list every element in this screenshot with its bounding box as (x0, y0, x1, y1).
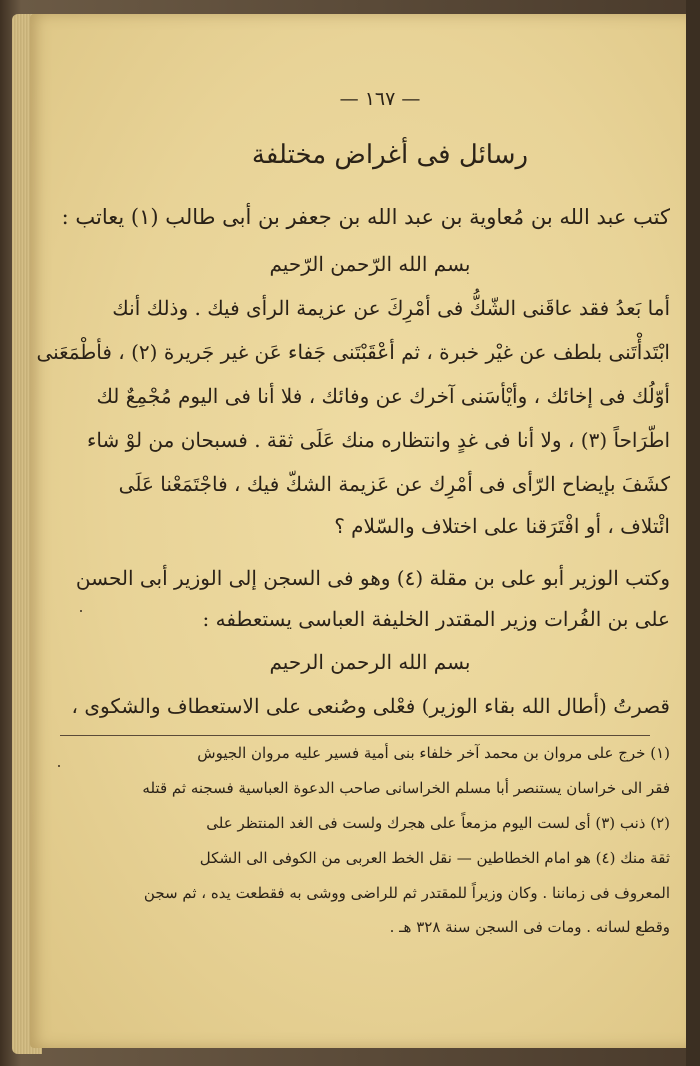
footnote-line: المعروف فى زماننا . وكان وزيراً للمقتدر ثم للراضى ووشى به فقطعت يده ، ثم سجن (143, 884, 670, 902)
page-number: — ١٦٧ — (339, 88, 421, 110)
letter2-intro: على بن الفُرات وزير المقتدر الخليفة العباسى يستعطفه : (202, 607, 670, 631)
footnote-line: ثقة منك (٤) هو امام الخطاطين — نقل الخط العربى من الكوفى الى الشكل (199, 849, 670, 867)
footnote-line: (٢) ذنب (٣) أى لست اليوم مزمعاً على هجرك ولست فى الغد المنتظر على (206, 814, 670, 832)
footnote-line: (١) خرج على مروان بن محمد آخر خلفاء بنى أمية فسير عليه مروان الجيوش (197, 744, 670, 762)
letter1-line: كشَفَ بإيضاح الرّأى فى أمْرِك عن عَزيمة الشكّ فيك ، فاجْتَمَعْنا عَلَى (118, 472, 670, 496)
footnote-line: وقطع لسانه . ومات فى السجن سنة ٣٢٨ هـ . (389, 918, 670, 936)
letter1-line: أوّلُك فى إخائك ، وأيْأسَنى آخرك عن وفائك ، فلا أنا فى اليوم مُجْمِعٌ لك (96, 384, 670, 408)
letter1-basmala: بسم الله الرّحمن الرّحيم (269, 252, 471, 276)
letter2-basmala: بسم الله الرحمن الرحيم (269, 650, 471, 674)
spine-shadow (686, 0, 700, 1066)
paper-speck (80, 610, 82, 612)
paper-speck (58, 765, 60, 767)
footnote-divider (60, 735, 650, 736)
letter2-first-line: قصرتُ (أطال الله بقاء الوزير) فعْلى وصُنعى على الاستعطاف والشكوى ، (71, 694, 670, 718)
footnote-line: فقر الى خراسان يستنصر أبا مسلم الخراسانى صاحب الدعوة العباسية فسجنه ثم قتله (142, 779, 670, 797)
letter1-intro: كتب عبد الله بن مُعاوية بن عبد الله بن جعفر بن أبى طالب (١) يعاتب : (61, 205, 670, 229)
section-title: رسائل فى أغراض مختلفة (251, 140, 529, 170)
letter1-line: ابْتَدأْتَنى بلطف عن غيْر خبرة ، ثم أعْقَبْتَنى جَفاء عَن غير جَريرة (٢) ، فأطْمَعَنى (36, 340, 670, 364)
letter2-intro: وكتب الوزير أبو على بن مقلة (٤) وهو فى السجن إلى الوزير أبى الحسن (75, 566, 670, 590)
letter1-line: اطّرَاحاً (٣) ، ولا أنا فى غدٍ وانتظاره منك عَلَى ثقة . فسبحان من لوْ شاء (87, 428, 670, 452)
letter1-line: ائْتلاف ، أو افْتَرَقنا على اختلاف والسّلام ؟ (334, 514, 670, 538)
letter1-line: أما بَعدُ فقد عاقَنى الشّكُّ فى أمْرِكَ عن عزيمة الرأى فيك . وذلك أنك (112, 296, 670, 320)
